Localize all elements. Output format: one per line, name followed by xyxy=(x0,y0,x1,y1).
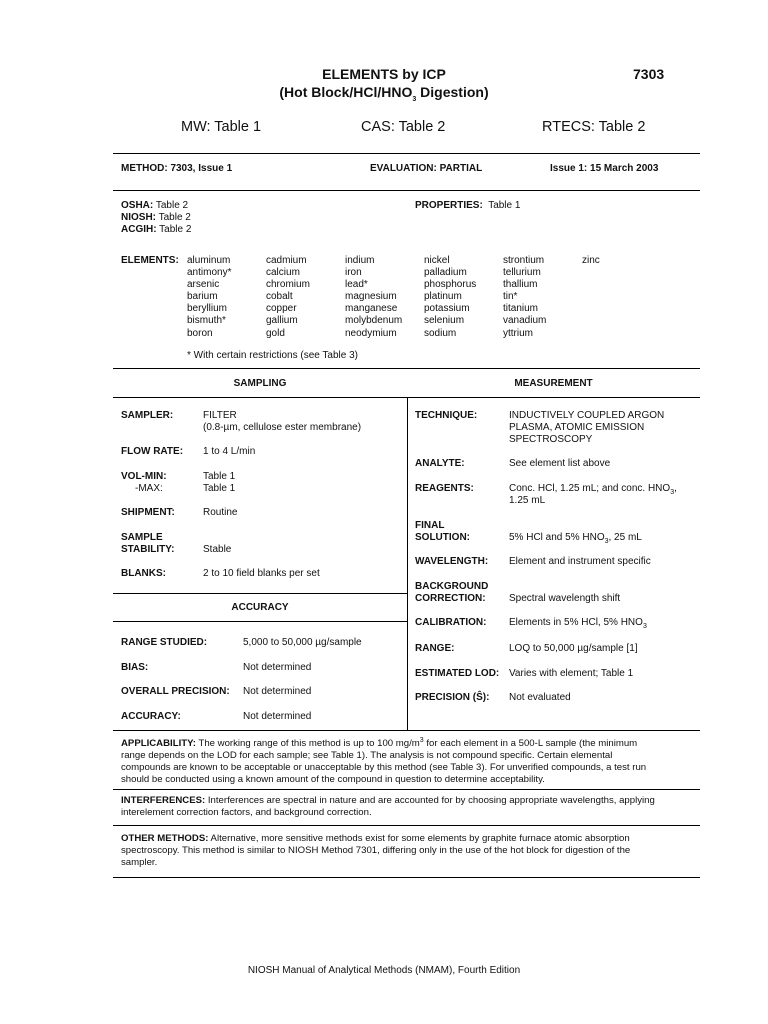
technique-value-1: INDUCTIVELY COUPLED ARGON xyxy=(509,410,665,421)
background-label-1: BACKGROUND xyxy=(415,581,489,592)
shipment-value: Routine xyxy=(203,507,238,518)
shipment-label: SHIPMENT: xyxy=(121,507,175,518)
column-divider xyxy=(407,397,408,730)
divider xyxy=(113,789,700,790)
precision-label: PRECISION (Ŝ): xyxy=(415,692,490,703)
lod-label: ESTIMATED LOD: xyxy=(415,668,500,679)
sampler-detail: (0.8-µm, cellulose ester membrane) xyxy=(203,422,362,433)
lod-value: Varies with element; Table 1 xyxy=(509,668,634,679)
interferences-paragraph: INTERFERENCES: Interferences are spectral in nature and are accounted for by choosing appropriate wavelengths, applying interelement correction factors, and background correction. xyxy=(121,795,655,818)
page-footer: NIOSH Manual of Analytical Methods (NMAM), Fourth Edition xyxy=(247,965,521,976)
overall-precision-value: Not determined xyxy=(243,686,312,697)
elements-column-3: indium iron lead* magnesium manganese molybdenum neodymium xyxy=(345,255,403,339)
bias-value: Not determined xyxy=(243,662,312,673)
divider xyxy=(113,153,700,154)
issue-info: Issue 1: 15 March 2003 xyxy=(550,163,659,174)
measurement-heading: MEASUREMENT xyxy=(514,378,593,389)
flow-rate-label: FLOW RATE: xyxy=(121,446,184,457)
final-solution-label-2: SOLUTION: xyxy=(415,532,470,543)
elements-column-5: strontium tellurium thallium tin* titanium vanadium yttrium xyxy=(503,255,547,339)
range-studied-value: 5,000 to 50,000 µg/sample xyxy=(243,637,362,648)
final-solution-label-1: FINAL xyxy=(415,520,445,531)
osha-row: OSHA: Table 2 xyxy=(121,200,189,211)
accuracy-value: Not determined xyxy=(243,711,312,722)
background-value: Spectral wavelength shift xyxy=(509,593,621,604)
final-solution-value: 5% HCl and 5% $HNO_3$, 25 mL xyxy=(509,532,642,545)
range-studied-label: RANGE STUDIED: xyxy=(121,637,208,648)
vol-min-value: Table 1 xyxy=(203,471,236,482)
divider xyxy=(113,730,700,731)
sample-stability-label-2: STABILITY: xyxy=(121,544,175,555)
analyte-value: See element list above xyxy=(509,458,611,469)
technique-label: TECHNIQUE: xyxy=(415,410,478,421)
applicability-paragraph: APPLICABILITY: The working range of this method is up to 100 $mg/m^3$ for each element in a 500-L sample (the minimum range depends on the LOD for each sample; see Table 1). The analysis is not compound specific. Certain elemental compounds are known to be acceptable or unacceptable by this method (see Table 3). For unverified compounds, a test run should be conducted using a known amount of the compound in question to determine acceptability. xyxy=(121,737,647,786)
range-label: RANGE: xyxy=(415,643,455,654)
elements-column-2: cadmium calcium chromium cobalt copper gallium gold xyxy=(266,255,310,339)
reagents-value-2: 1.25 mL xyxy=(509,495,546,506)
range-value: LOQ to 50,000 µg/sample [1] xyxy=(509,643,638,654)
sample-stability-value: Stable xyxy=(203,544,232,555)
vol-max-label: -MAX: xyxy=(135,483,163,494)
wavelength-value: Element and instrument specific xyxy=(509,556,651,567)
wavelength-label: WAVELENGTH: xyxy=(415,556,489,567)
analyte-label: ANALYTE: xyxy=(415,458,465,469)
vol-max-value: Table 1 xyxy=(203,483,236,494)
elements-column-1: aluminum antimony* arsenic barium beryllium bismuth* boron xyxy=(187,255,232,339)
other-methods-paragraph: OTHER METHODS: Alternative, more sensitive methods exist for some elements by graphite furnace atomic absorption spectroscopy. This method is similar to NIOSH Method 7301, differing only in the use of the hot block for digestion of the sampler. xyxy=(121,833,631,868)
title-line-1: ELEMENTS by ICP xyxy=(322,66,446,82)
elements-label: ELEMENTS: xyxy=(121,255,179,266)
accuracy-heading: ACCURACY xyxy=(231,602,289,613)
rtecs-label: RTECS: Table 2 xyxy=(542,119,646,135)
sampler-label: SAMPLER: xyxy=(121,410,174,421)
elements-note: * With certain restrictions (see Table 3) xyxy=(187,350,358,361)
reagents-value-1: Conc. HCl, 1.25 mL; and conc. $HNO_3$, xyxy=(509,483,677,496)
accuracy-label: ACCURACY: xyxy=(121,711,181,722)
sampler-value: FILTER xyxy=(203,410,237,421)
elements-column-4: nickel palladium phosphorus platinum potassium selenium sodium xyxy=(424,255,477,339)
background-label-2: CORRECTION: xyxy=(415,593,486,604)
blanks-label: BLANKS: xyxy=(121,568,166,579)
flow-rate-value: 1 to 4 L/min xyxy=(203,446,256,457)
divider xyxy=(113,825,700,826)
evaluation-info: EVALUATION: PARTIAL xyxy=(370,163,483,174)
calibration-label: CALIBRATION: xyxy=(415,617,487,628)
calibration-value: Elements in 5% HCl, 5% $HNO_3$ xyxy=(509,617,647,630)
acgih-row: ACGIH: Table 2 xyxy=(121,224,192,235)
technique-value-3: SPECTROSCOPY xyxy=(509,434,593,445)
mw-label: MW: Table 1 xyxy=(181,119,262,135)
elements-column-6: zinc xyxy=(582,255,600,266)
vol-min-label: VOL-MIN: xyxy=(121,471,167,482)
divider xyxy=(113,190,700,191)
method-info: METHOD: 7303, Issue 1 xyxy=(121,163,233,174)
cas-label: CAS: Table 2 xyxy=(361,119,446,135)
method-number: 7303 xyxy=(633,66,665,82)
reagents-label: REAGENTS: xyxy=(415,483,474,494)
divider xyxy=(113,368,700,369)
divider xyxy=(113,621,407,622)
niosh-row: NIOSH: Table 2 xyxy=(121,212,191,223)
divider xyxy=(113,877,700,878)
properties-row: PROPERTIES: Table 1 xyxy=(415,200,521,211)
sample-stability-label-1: SAMPLE xyxy=(121,532,163,543)
technique-value-2: PLASMA, ATOMIC EMISSION xyxy=(509,422,645,433)
sampling-heading: SAMPLING xyxy=(233,378,287,389)
title-line-2: (Hot Block/$HCl/HNO_3$ Digestion) xyxy=(279,84,489,103)
divider xyxy=(113,593,407,594)
precision-value: Not evaluated xyxy=(509,692,571,703)
blanks-value: 2 to 10 field blanks per set xyxy=(203,568,320,579)
bias-label: BIAS: xyxy=(121,662,149,673)
overall-precision-label: OVERALL PRECISION: xyxy=(121,686,230,697)
